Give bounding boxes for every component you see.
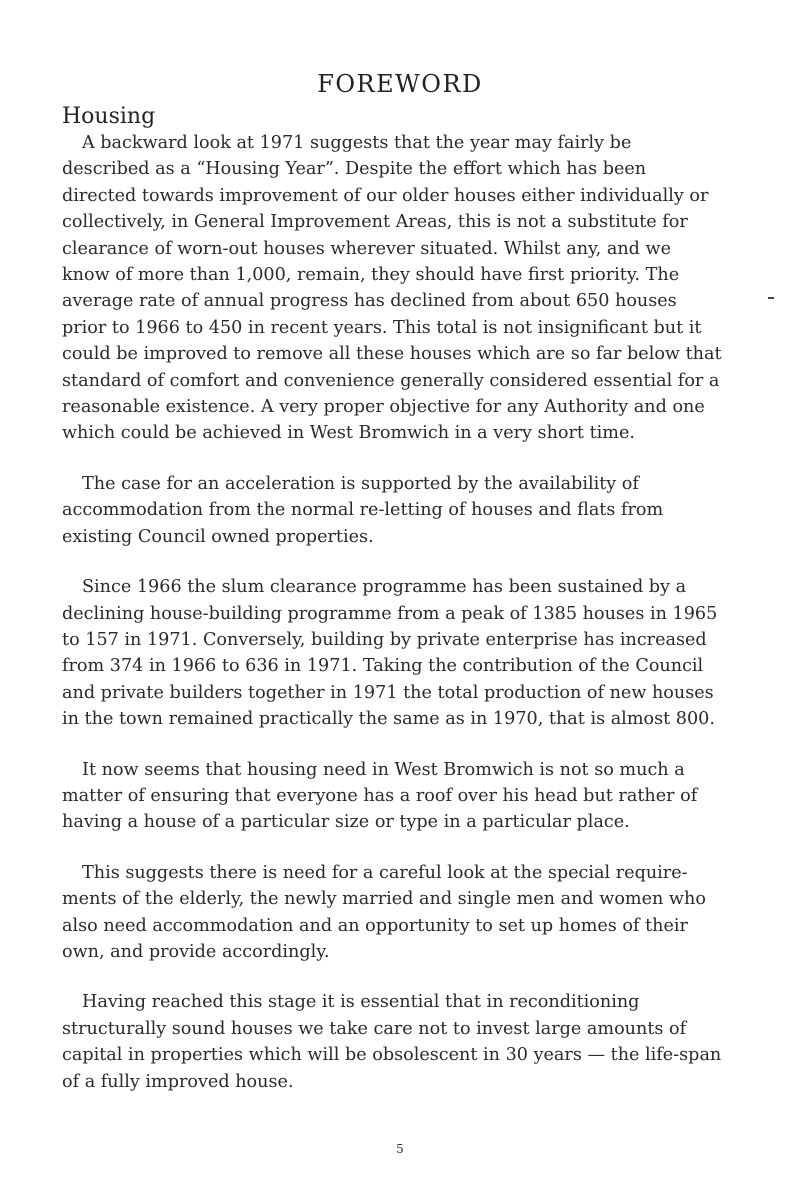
page-title: FOREWORD — [317, 70, 483, 98]
body-text — [62, 130, 722, 1119]
section-heading: Housing — [62, 104, 156, 129]
page-number: 5 — [396, 1142, 404, 1156]
paragraph-6: Having reached this stage it is essential that in reconditioning structurally sound houses we take care not to invest large amounts of capital in properties which will be obsolescent in 30 years — the life-span of a fully improved house. — [62, 992, 722, 1092]
paragraph-3: Since 1966 the slum clearance programme has been sustained by a declining house-building programme from a peak of 1385 houses in 1965 to 157 in 1971. Conversely, building by private enterprise has increased from 374 in 1966 to 636 in 1971. Taking the contribution of the Council and private builders together in 1971 the total production of new houses in the town remained practically the same as in 1970, that is almost 800. — [62, 577, 718, 730]
paragraph-2: The case for an acceleration is supported by the availability of accommodation from the normal re-letting of houses and flats from existing Council owned properties. — [62, 473, 664, 547]
paragraph-1: A backward look at 1971 suggests that the year may fairly be described as a “Housing Year”. Despite the effort which has been directed towards improvement of our older houses either individually or collectively, in General Improvement Areas, this is not a substitute for clearance of worn-out houses wherever situated. Whilst any, and we know of more than 1,000, remain, they should have first priority. The average rate of annual progress has declined from about 650 houses prior to 1966 to 450 in recent years. This total is not insignificant but it could be improved to remove all these houses which are so far below that standard of comfort and convenience generally considered essential for a reasonable existence. A very proper objective for any Authority and one which could be achieved in West Bromwich in a very short time. — [62, 133, 722, 444]
paragraph-4: It now seems that housing need in West Bromwich is not so much a matter of ensuring that everyone has a roof over his head but rather of having a house of a particular size or type in a particular place. — [62, 759, 698, 833]
margin-mark — [768, 297, 774, 299]
paragraph-5: This suggests there is need for a careful look at the special require- ments of the elderly, the newly married and single men and women who also need accommodation and an opportunity to set up homes of their own, and provide accordingly. — [62, 862, 706, 962]
